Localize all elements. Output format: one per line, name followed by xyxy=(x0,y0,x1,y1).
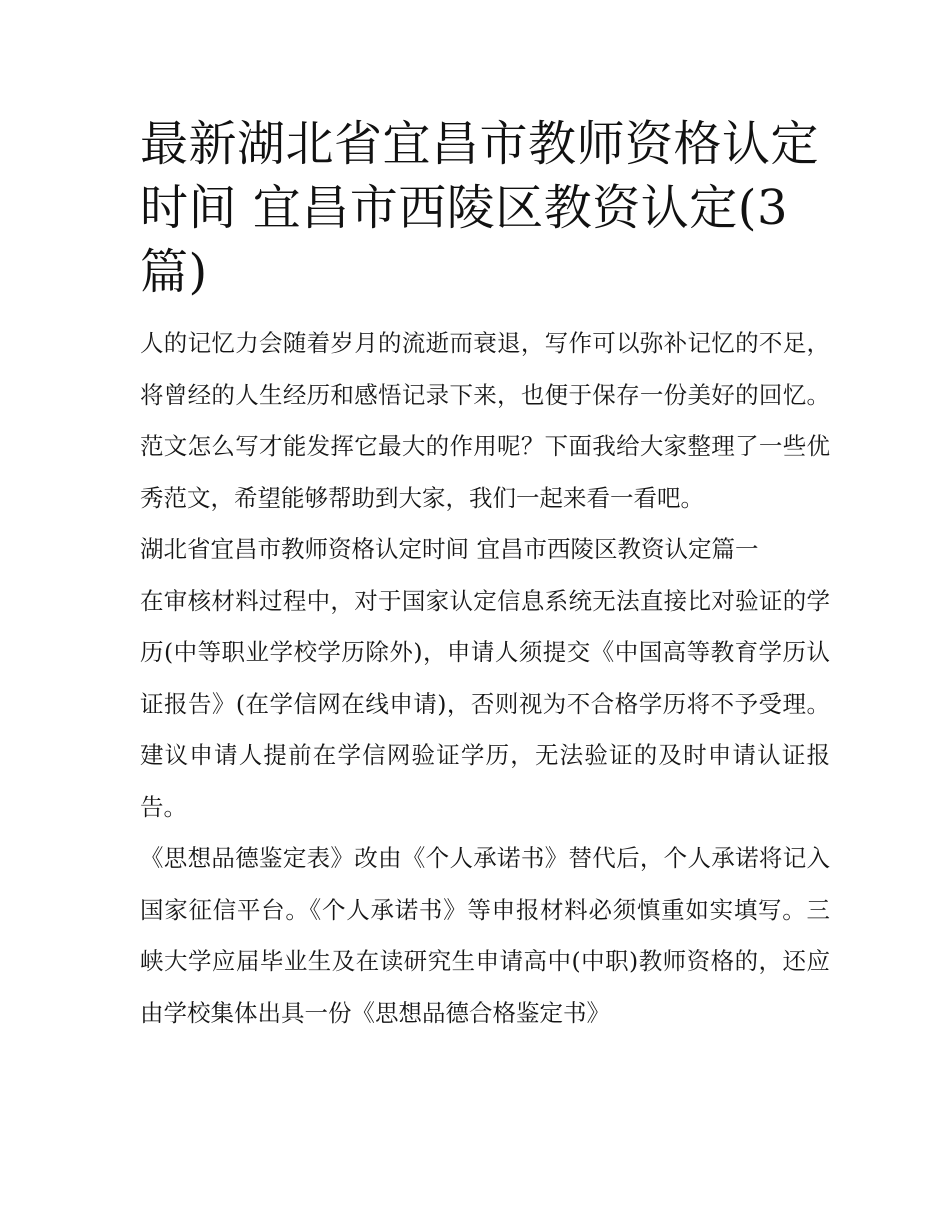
paragraph-section-heading: 湖北省宜昌市教师资格认定时间 宜昌市西陵区教资认定篇一 xyxy=(140,535,759,563)
paragraph-intro: 人的记忆力会随着岁月的流逝而衰退，写作可以弥补记忆的不足，将曾经的人生经历和感悟记录下来，也便于保存一份美好的回忆。范文怎么写才能发挥它最大的作用呢？下面我给大家整理了一些优秀范文，希望能够帮助到大家，我们一起来看一看吧。 xyxy=(140,329,830,512)
document-title: 最新湖北省宜昌市教师资格认定时间 宜昌市西陵区教资认定(3篇) xyxy=(140,116,820,300)
document-body xyxy=(140,112,830,1039)
paragraph-personal-commitment: 《思想品德鉴定表》改由《个人承诺书》替代后，个人承诺将记入国家征信平台。《个人承诺书》等申报材料必须慎重如实填写。三峡大学应届毕业生及在读研究生申请高中(中职)教师资格的，还应由学校集体出具一份《思想品德合格鉴定书》 xyxy=(140,844,830,1027)
paragraph-review-materials: 在审核材料过程中，对于国家认定信息系统无法直接比对验证的学历(中等职业学校学历除外)，申请人须提交《中国高等教育学历认证报告》(在学信网在线申请)，否则视为不合格学历将不予受理。建议申请人提前在学信网验证学历，无法验证的及时申请认证报告。 xyxy=(140,586,830,821)
